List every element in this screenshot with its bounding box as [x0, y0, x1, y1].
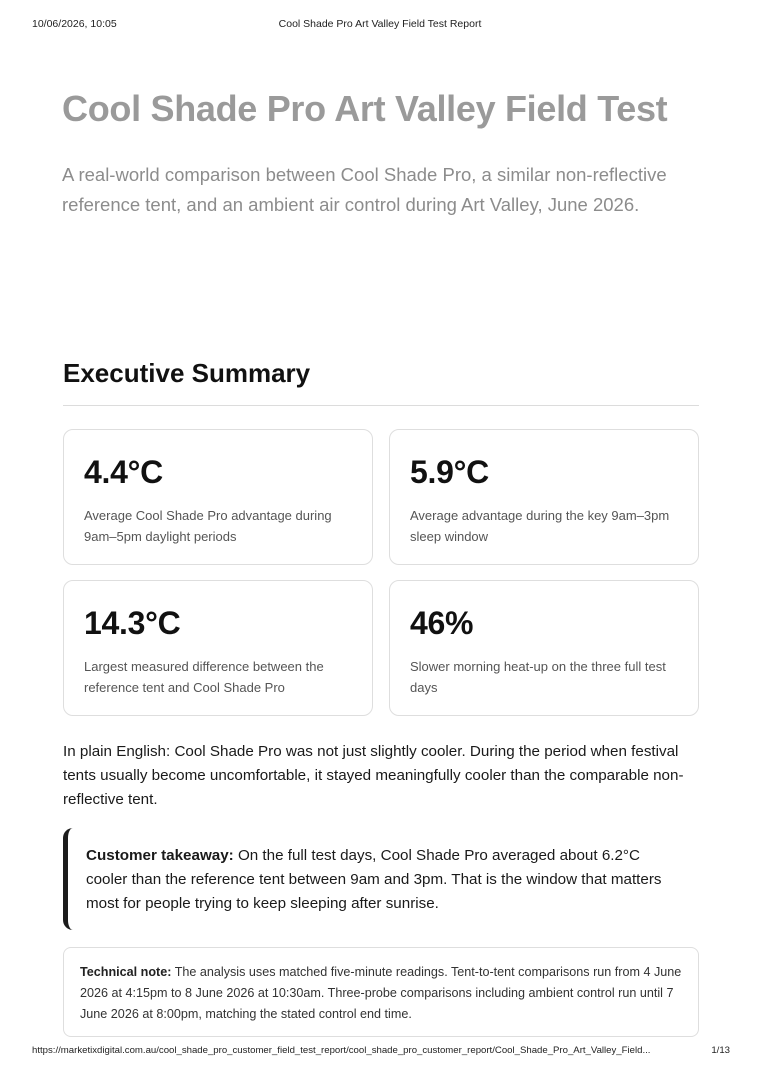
stat-description: Largest measured difference between the reference tent and Cool Shade Pro	[84, 659, 324, 695]
stat-card-largest-difference	[63, 580, 373, 716]
stat-card-daylight-advantage	[63, 429, 373, 565]
takeaway-label: Customer takeaway:	[86, 847, 234, 864]
section-divider	[63, 405, 699, 406]
stat-description: Average Cool Shade Pro advantage during 9am–5pm daylight periods	[84, 508, 332, 544]
stat-description: Slower morning heat-up on the three full test days	[410, 659, 666, 695]
stat-value: 4.4°C	[84, 454, 163, 490]
stat-value: 5.9°C	[410, 454, 489, 490]
customer-takeaway-callout	[63, 828, 699, 930]
stat-value: 46%	[410, 605, 474, 641]
stat-description: Average advantage during the key 9am–3pm sleep window	[410, 508, 670, 544]
print-url: https://marketixdigital.com.au/cool_shade_pro_customer_field_test_report/cool_shade_pro_customer_report/Cool_Shade_Pro_Art_Valley_Field...	[32, 1045, 651, 1056]
page-number: 1/13	[711, 1045, 730, 1056]
page-subtitle: A real-world comparison between Cool Shade Pro, a similar non-reflective reference tent, and an ambient air control during Art Valley, June 2026.	[62, 164, 667, 215]
technical-note-box	[63, 947, 699, 1037]
plain-english-paragraph: In plain English: Cool Shade Pro was not just slightly cooler. During the period when festival tents usually become uncomfortable, it stayed meaningfully cooler than the comparable non-reflective tent.	[63, 743, 684, 808]
takeaway-text: On the full test days, Cool Shade Pro averaged about 6.2°C cooler than the reference tent between 9am and 3pm. That is the window that matters most for people trying to keep sleeping after sunrise.	[86, 847, 662, 912]
page-title: Cool Shade Pro Art Valley Field Test	[62, 88, 668, 129]
stat-card-sleep-window-advantage	[389, 429, 699, 565]
technical-note-label: Technical note:	[80, 965, 172, 979]
stat-value: 14.3°C	[84, 605, 181, 641]
technical-note-text: The analysis uses matched five-minute readings. Tent-to-tent comparisons run from 4 June 2026 at 4:15pm to 8 June 2026 at 10:30am. Three-probe comparisons including ambient control run until 7 June 2026 at 8:00pm, matching the stated control end time.	[80, 965, 682, 1021]
print-datetime: 10/06/2026, 10:05	[32, 18, 117, 30]
print-doc-title: Cool Shade Pro Art Valley Field Test Report	[278, 18, 482, 30]
executive-summary-heading: Executive Summary	[63, 358, 311, 388]
stat-card-slower-heatup	[389, 580, 699, 716]
